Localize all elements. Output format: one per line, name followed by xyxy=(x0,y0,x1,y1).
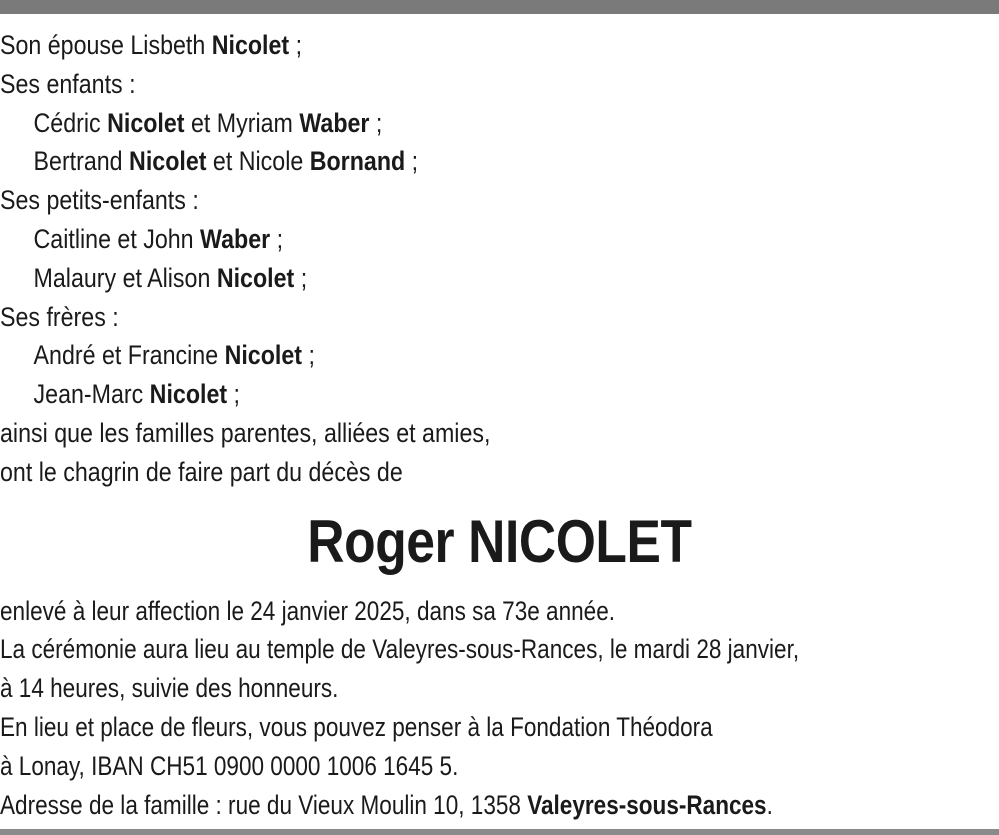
grandchildren-heading: Ses petits-enfants : xyxy=(0,185,199,216)
death-line: enlevé à leur affection le 24 janvier 2025, dans sa 73e année. xyxy=(0,595,616,626)
line-suffix: ; xyxy=(405,146,419,177)
announcement-line: ont le chagrin de faire part du décès de xyxy=(0,456,403,487)
donation-line: En lieu et place de fleurs, vous pouvez penser à la Fondation Théodora xyxy=(0,711,713,742)
grandchild-names: Caitline et John xyxy=(33,223,201,254)
spouse-surname: Nicolet xyxy=(211,30,290,60)
brother-line xyxy=(0,336,859,375)
line-suffix: ; xyxy=(294,262,308,293)
partner-firstname: et Myriam xyxy=(184,107,300,138)
child-line xyxy=(0,142,859,181)
address-line xyxy=(0,786,834,825)
partner-surname: Bornand xyxy=(309,146,406,177)
child-line xyxy=(0,104,859,143)
address-place: Valeyres-sous-Rances xyxy=(527,789,767,820)
children-heading: Ses enfants : xyxy=(0,68,136,99)
grandchild-line xyxy=(0,220,859,259)
brother-line xyxy=(0,375,859,414)
bottom-divider xyxy=(0,829,999,835)
grandchild-surname: Waber xyxy=(200,223,271,254)
child-surname: Nicolet xyxy=(107,107,185,138)
brothers-heading: Ses frères : xyxy=(0,301,119,332)
address-text: Adresse de la famille : rue du Vieux Moulin 10, 1358 xyxy=(0,789,528,820)
deceased-name: Roger NICOLET xyxy=(307,508,692,576)
child-surname: Nicolet xyxy=(129,146,207,177)
spouse-line xyxy=(0,26,859,65)
partner-firstname: et Nicole xyxy=(206,146,310,177)
ceremony-line: La cérémonie aura lieu au temple de Valeyres-sous-Rances, le mardi 28 janvier, xyxy=(0,634,800,665)
child-firstname: Cédric xyxy=(33,107,108,138)
ceremony-line-continued: à 14 heures, suivie des honneurs. xyxy=(0,673,339,704)
line-suffix: ; xyxy=(301,340,315,371)
address-suffix: . xyxy=(766,789,773,820)
partner-surname: Waber xyxy=(299,107,370,138)
spouse-suffix: ; xyxy=(289,30,303,60)
brother-names: Jean-Marc xyxy=(33,379,150,410)
grandchild-line xyxy=(0,259,859,298)
brother-names: André et Francine xyxy=(33,340,225,371)
brother-surname: Nicolet xyxy=(224,340,302,371)
spouse-text: Son épouse Lisbeth xyxy=(0,30,212,60)
line-suffix: ; xyxy=(227,379,241,410)
child-firstname: Bertrand xyxy=(33,146,130,177)
relatives-line: ainsi que les familles parentes, alliées et amies, xyxy=(0,417,491,448)
death-notice xyxy=(0,26,999,824)
top-divider xyxy=(0,0,999,14)
line-suffix: ; xyxy=(270,223,284,254)
grandchild-surname: Nicolet xyxy=(216,262,295,293)
line-suffix: ; xyxy=(369,107,383,138)
deceased-name-block xyxy=(0,492,999,592)
grandchild-names: Malaury et Alison xyxy=(33,262,217,293)
notice-details xyxy=(0,592,999,825)
brother-surname: Nicolet xyxy=(149,379,228,410)
donation-line-continued: à Lonay, IBAN CH51 0900 0000 1006 1645 5. xyxy=(0,750,459,781)
